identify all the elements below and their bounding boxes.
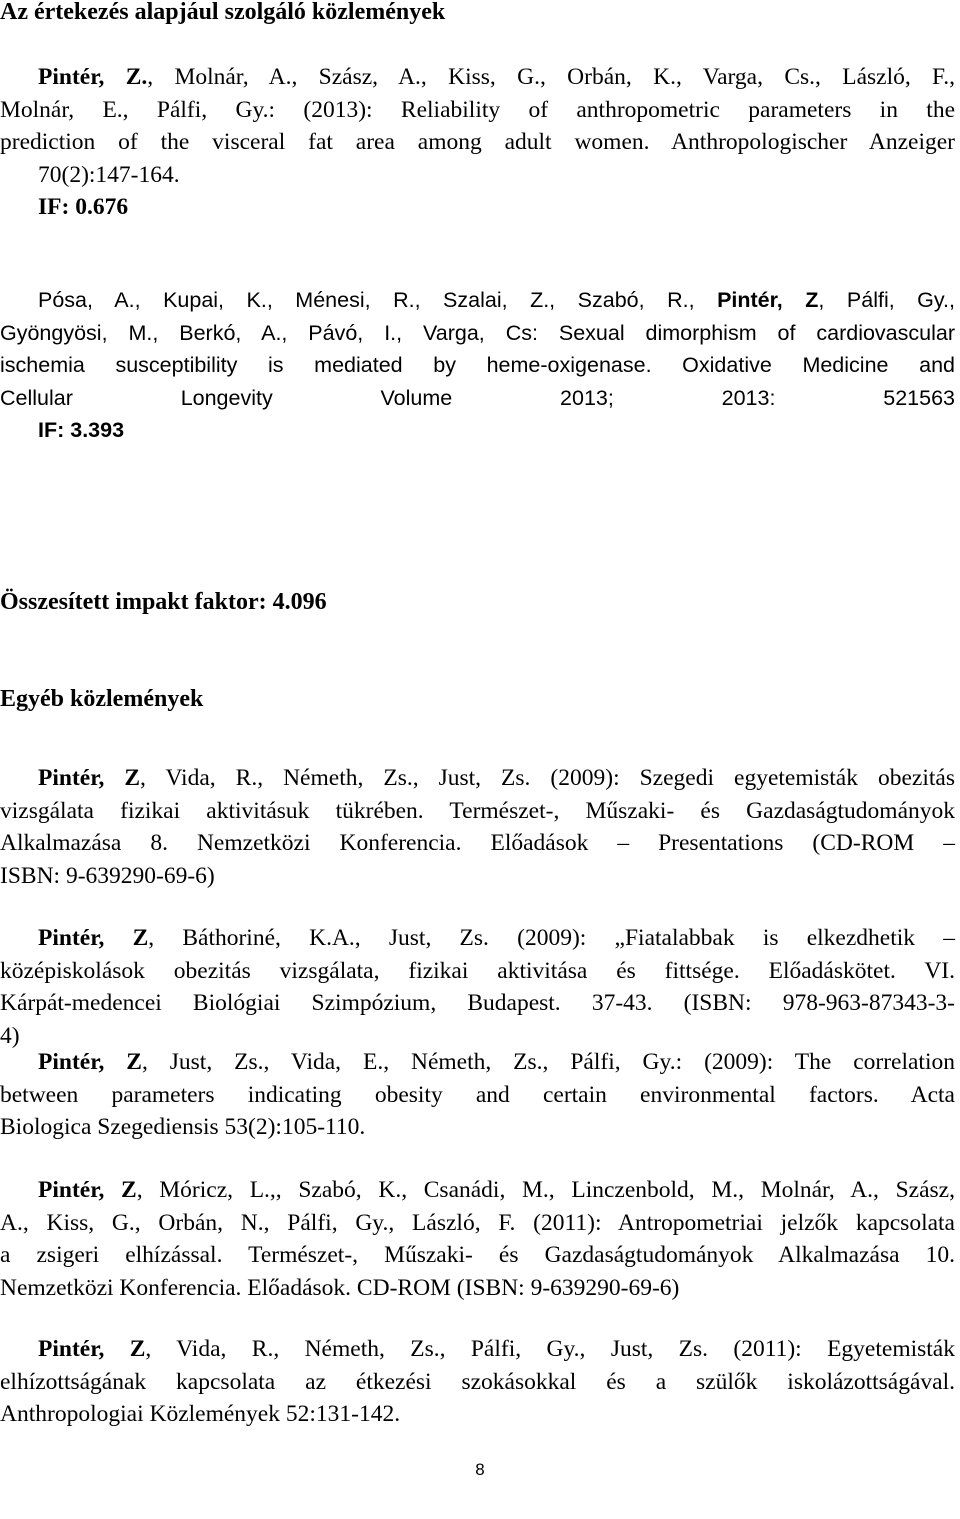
entry-text: 4) xyxy=(0,1022,20,1049)
publication-entry xyxy=(0,1333,955,1431)
entry-text: , Vida, R., Németh, Zs., Just, Zs. (2009): Szegedi egyetemisták obezitás xyxy=(140,765,955,791)
entry-line xyxy=(0,1239,955,1272)
entry-line xyxy=(0,382,955,415)
publication-entry xyxy=(0,61,955,224)
entry-text: Pósa, A., Kupai, K., Ménesi, R., Szalai, Z., Szabó, R., xyxy=(38,288,718,312)
entry-text: , Vida, R., Németh, Zs., Pálfi, Gy., Just, Zs. (2011): Egyetemisták xyxy=(145,1336,955,1362)
entry-line xyxy=(0,94,955,127)
entry-text: , Just, Zs., Vida, E., Németh, Zs., Pálfi, Gy.: (2009): The correlation xyxy=(141,1049,955,1075)
author-highlight: IF: 3.393 xyxy=(38,418,125,442)
entry-line xyxy=(0,349,955,382)
entry-line xyxy=(0,987,955,1020)
entry-text: a zsigeri elhízással. Természet-, Műszaki- és Gazdaságtudományok Alkalmazása 10. xyxy=(0,1242,955,1268)
entry-text: prediction of the visceral fat area among adult women. Anthropologischer Anzeiger xyxy=(0,129,955,155)
entry-text: Alkalmazása 8. Nemzetközi Konferencia. Előadások – Presentations (CD-ROM – xyxy=(0,830,955,856)
author-highlight: IF: 0.676 xyxy=(38,194,129,220)
entry-text: ischemia susceptibility is mediated by heme-oxigenase. Oxidative Medicine and xyxy=(0,353,955,377)
entry-line xyxy=(0,191,955,224)
entry-text: between parameters indicating obesity and certain environmental factors. Acta xyxy=(0,1081,955,1108)
entry-line xyxy=(0,414,955,447)
heading-other: Egyéb közlemények xyxy=(0,686,204,712)
entry-text: Kárpát-medencei Biológiai Szimpózium, Budapest. 37-43. (ISBN: 978-963-87343-3- xyxy=(0,990,955,1016)
entry-text: vizsgálata fizikai aktivitásuk tükrében. Természet-, Műszaki- és Gazdaságtudományok xyxy=(0,797,955,824)
entry-line xyxy=(0,955,955,988)
author-highlight: Pintér, Z xyxy=(38,765,141,791)
entry-line xyxy=(0,61,955,94)
entry-text: 70(2):147-164. xyxy=(38,161,180,188)
author-highlight: Pintér, Z xyxy=(38,925,149,951)
entry-line xyxy=(0,126,955,159)
entry-line xyxy=(0,1366,955,1399)
entry-line xyxy=(0,317,955,350)
publication-entry xyxy=(0,284,955,447)
entry-line xyxy=(0,1398,955,1431)
entry-line xyxy=(0,1111,955,1144)
entry-line xyxy=(0,795,955,828)
author-highlight: Pintér, Z xyxy=(38,1336,146,1362)
entry-text: Biologica Szegediensis 53(2):105-110. xyxy=(0,1114,366,1140)
entry-text: Anthropologiai Közlemények 52:131-142. xyxy=(0,1401,401,1427)
heading-main: Az értekezés alapjául szolgáló közlemények xyxy=(0,0,446,25)
entry-line xyxy=(0,1174,955,1207)
author-highlight: Pintér, Z xyxy=(38,1049,142,1075)
author-highlight: Pintér, Z xyxy=(717,288,819,312)
publication-entry xyxy=(0,1174,955,1304)
author-highlight: Pintér, Z xyxy=(38,1177,137,1203)
total-impact-factor: Összesített impakt faktor: 4.096 xyxy=(0,589,327,615)
author-highlight: Pintér, Z. xyxy=(38,64,148,90)
entry-line xyxy=(0,860,955,893)
page-number: 8 xyxy=(475,1460,485,1479)
entry-line xyxy=(0,1046,955,1079)
entry-line xyxy=(0,762,955,795)
publication-entry xyxy=(0,762,955,892)
entry-line xyxy=(0,827,955,860)
entry-text: Gyöngyösi, M., Berkó, A., Pávó, I., Varga, Cs: Sexual dimorphism of cardiovascular xyxy=(0,320,955,345)
entry-line xyxy=(0,1079,955,1112)
entry-text: ISBN: 9-639290-69-6) xyxy=(0,862,215,889)
entry-line xyxy=(0,1333,955,1366)
entry-line xyxy=(0,1272,955,1305)
entry-text: , Móricz, L.,, Szabó, K., Csanádi, M., Linczenbold, M., Molnár, A., Szász, xyxy=(136,1177,955,1203)
entry-line xyxy=(0,922,955,955)
entry-text: középiskolások obezitás vizsgálata, fizikai aktivitása és fittsége. Előadáskötet. VI. xyxy=(0,957,955,984)
entry-line xyxy=(0,284,955,317)
entry-text: Nemzetközi Konferencia. Előadások. CD-ROM (ISBN: 9-639290-69-6) xyxy=(0,1274,680,1301)
entry-line xyxy=(0,159,955,192)
entry-text: Molnár, E., Pálfi, Gy.: (2013): Reliability of anthropometric parameters in the xyxy=(0,96,955,123)
entry-text: , Pálfi, Gy., xyxy=(818,288,956,312)
publication-entry xyxy=(0,1046,955,1144)
entry-text: A., Kiss, G., Orbán, N., Pálfi, Gy., László, F. (2011): Antropometriai jelzők kapcsolata xyxy=(0,1209,955,1236)
entry-text: , Molnár, A., Szász, A., Kiss, G., Orbán, K., Varga, Cs., László, F., xyxy=(147,64,955,90)
entry-text: Cellular Longevity Volume 2013; 2013: 521563 xyxy=(0,385,955,410)
publication-entry xyxy=(0,922,955,1052)
entry-line xyxy=(0,1207,955,1240)
entry-text: , Báthoriné, K.A., Just, Zs. (2009): „Fiatalabbak is elkezdhetik – xyxy=(148,925,955,951)
entry-text: elhízottságának kapcsolata az étkezési szokásokkal és a szülők iskolázottságával. xyxy=(0,1368,955,1395)
